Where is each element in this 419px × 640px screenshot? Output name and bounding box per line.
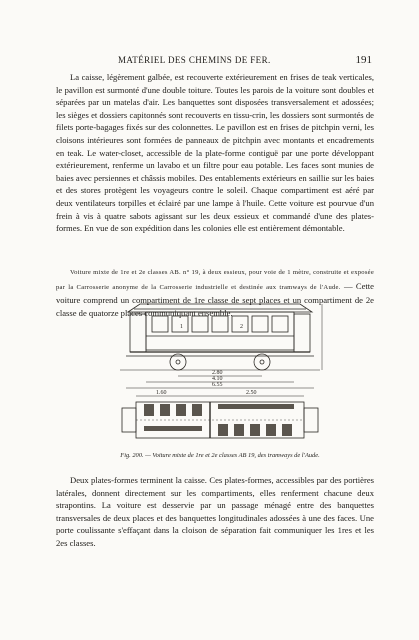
plan-dimension-2: 2.50 [246,390,257,396]
paragraph-1: La caisse, légèrement galbée, est recouverte extérieurement en frises de teak verticales, le pavillon est surmonté d'une double toiture. Toutes les parois de la voiture sont doubles et séparées par un matelas d'air. Les banquettes sont disposées transversalement et adossées; les sièges et dossiers capitonnés sont recouverts en tissu-crin, les dossiers sont surmontés de filets porte-bagages fixés sur des colonnettes. Le pavillon est en frises de pitchpin verni, les cloisons intérieures sont formées de panneaux de pitchpin avec montants et encadrements en teak. Le water-closet, accessible de la plate-forme contiguë par une porte développant extérieurement, renferme un lavabo et un filtre pour eau potable. Les faces sont munies de baies avec persiennes et châssis mobiles. Des entablements extérieurs en saillie sur les baies et des stores protègent les voyageurs contre le soleil. Chaque compartiment est aéré par deux ventilateurs torpilles et éclairé par une lampe à l'huile. Cette voiture est pourvue d'un frein à vis à quatre sabots agissant sur les deux essieux et commandé d'une des plates-formes. En vue de son expédition dans les colonies elle est entièrement démontable. [56,72,374,234]
figure-caption: Fig. 200. — Voiture mixte de 1re et 2e classes AB 19, des tramways de l'Aude. [120,452,320,459]
tramway-car-drawing [100,300,340,450]
side-dimension-3: 6.55 [212,382,223,388]
running-title: MATÉRIEL DES CHEMINS DE FER. [118,55,271,65]
paragraph-3: Deux plates-formes terminent la caisse. Ces plates-formes, accessibles par des portières latérales, donnent directement sur les compartiments, elles renferment chacune deux strapontins. La voiture est desservie par un passage ménagé entre des banquettes transversales de deux places et des banquettes longitudinales adossées à une des faces. Une porte coulissante s'effaçant dans la cloison de séparation fait communiquer les 1res et les 2es classes. [56,475,374,548]
class-label-1: 1 [180,324,183,330]
class-label-2: 2 [240,324,243,330]
page-header [56,55,372,69]
plan-dimension-1: 1.60 [156,390,167,396]
tramway-car-figure [100,300,340,460]
paragraph-2-text: — Cette voiture comprend un compartiment de 1re classe de sept places et un compartiment de 2e classe de quatorze places communiquant ensemble. [56,280,374,318]
side-dimension-1: 2.80 [212,370,223,376]
roof [128,304,312,312]
section-heading: Voiture mixte de 1re et 2e classes AB. n° 19, à deux essieux, pour voie de 1 mètre, construite et exposée par la Carrosserie anonyme de la Carrosserie industrielle et destinée aux tramways de l'Aude. [56,269,374,291]
right-platform [294,314,310,352]
page-number: 191 [355,54,372,66]
side-dimension-2: 4.10 [212,376,223,382]
left-platform [130,314,146,352]
